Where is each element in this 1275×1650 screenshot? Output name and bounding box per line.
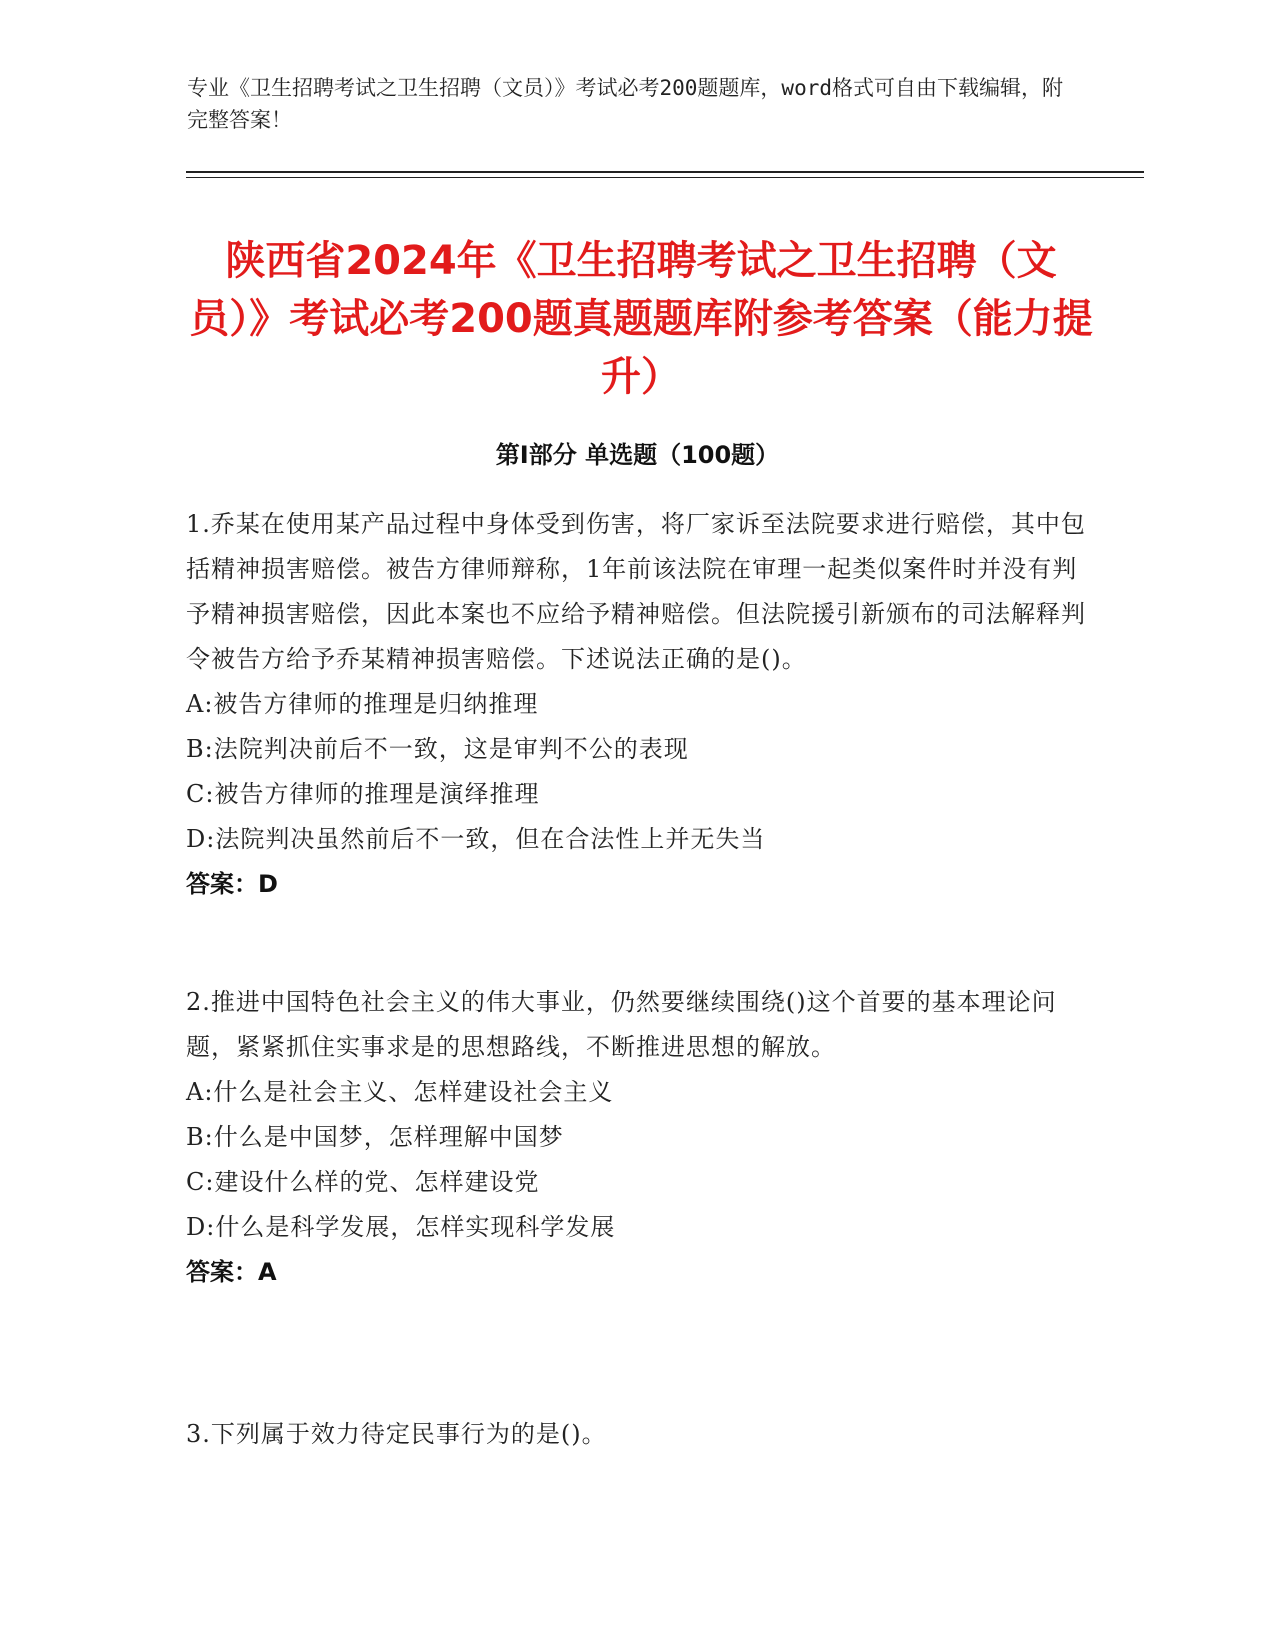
option-d: D:什么是科学发展，怎样实现科学发展 bbox=[186, 1213, 616, 1241]
header-rule-bottom bbox=[186, 177, 1144, 178]
question-stem: 1.乔某在使用某产品过程中身体受到伤害，将厂家诉至法院要求进行赔偿，其中包括精神损害赔偿。被告方律师辩称，1年前该法院在审理一起类似案件时并没有判予精神损害赔偿，因此本案也不应给予精神赔偿。但法院援引新颁布的司法解释判令被告方给予乔某精神损害赔偿。下述说法正确的是()。 bbox=[186, 510, 1086, 673]
option-a: A:被告方律师的推理是归纳推理 bbox=[186, 690, 539, 718]
section-heading: 第Ⅰ部分 单选题（100题） bbox=[495, 441, 780, 469]
option-c: C:被告方律师的推理是演绎推理 bbox=[186, 780, 540, 808]
header-rule-top bbox=[186, 171, 1144, 173]
answer-label: 答案：A bbox=[186, 1258, 277, 1286]
question-1 bbox=[186, 502, 1086, 907]
option-b: B:法院判决前后不一致，这是审判不公的表现 bbox=[186, 735, 689, 763]
question-2 bbox=[186, 980, 1086, 1295]
option-c: C:建设什么样的党、怎样建设党 bbox=[186, 1168, 540, 1196]
question-stem: 3.下列属于效力待定民事行为的是()。 bbox=[186, 1420, 607, 1448]
document-title: 陕西省2024年《卫生招聘考试之卫生招聘（文员）》考试必考200题真题题库附参考答案（能力提升） bbox=[189, 238, 1093, 400]
option-d: D:法院判决虽然前后不一致，但在合法性上并无失当 bbox=[186, 825, 766, 853]
header-note: 专业《卫生招聘考试之卫生招聘（文员）》考试必考200题题库，word格式可自由下载编辑，附完整答案！ bbox=[187, 76, 1063, 132]
option-a: A:什么是社会主义、怎样建设社会主义 bbox=[186, 1078, 614, 1106]
option-b: B:什么是中国梦，怎样理解中国梦 bbox=[186, 1123, 564, 1151]
answer-label: 答案：D bbox=[186, 870, 278, 898]
question-3 bbox=[186, 1412, 1086, 1457]
question-stem: 2.推进中国特色社会主义的伟大事业，仍然要继续围绕()这个首要的基本理论问题，紧紧抓住实事求是的思想路线，不断推进思想的解放。 bbox=[186, 988, 1057, 1061]
